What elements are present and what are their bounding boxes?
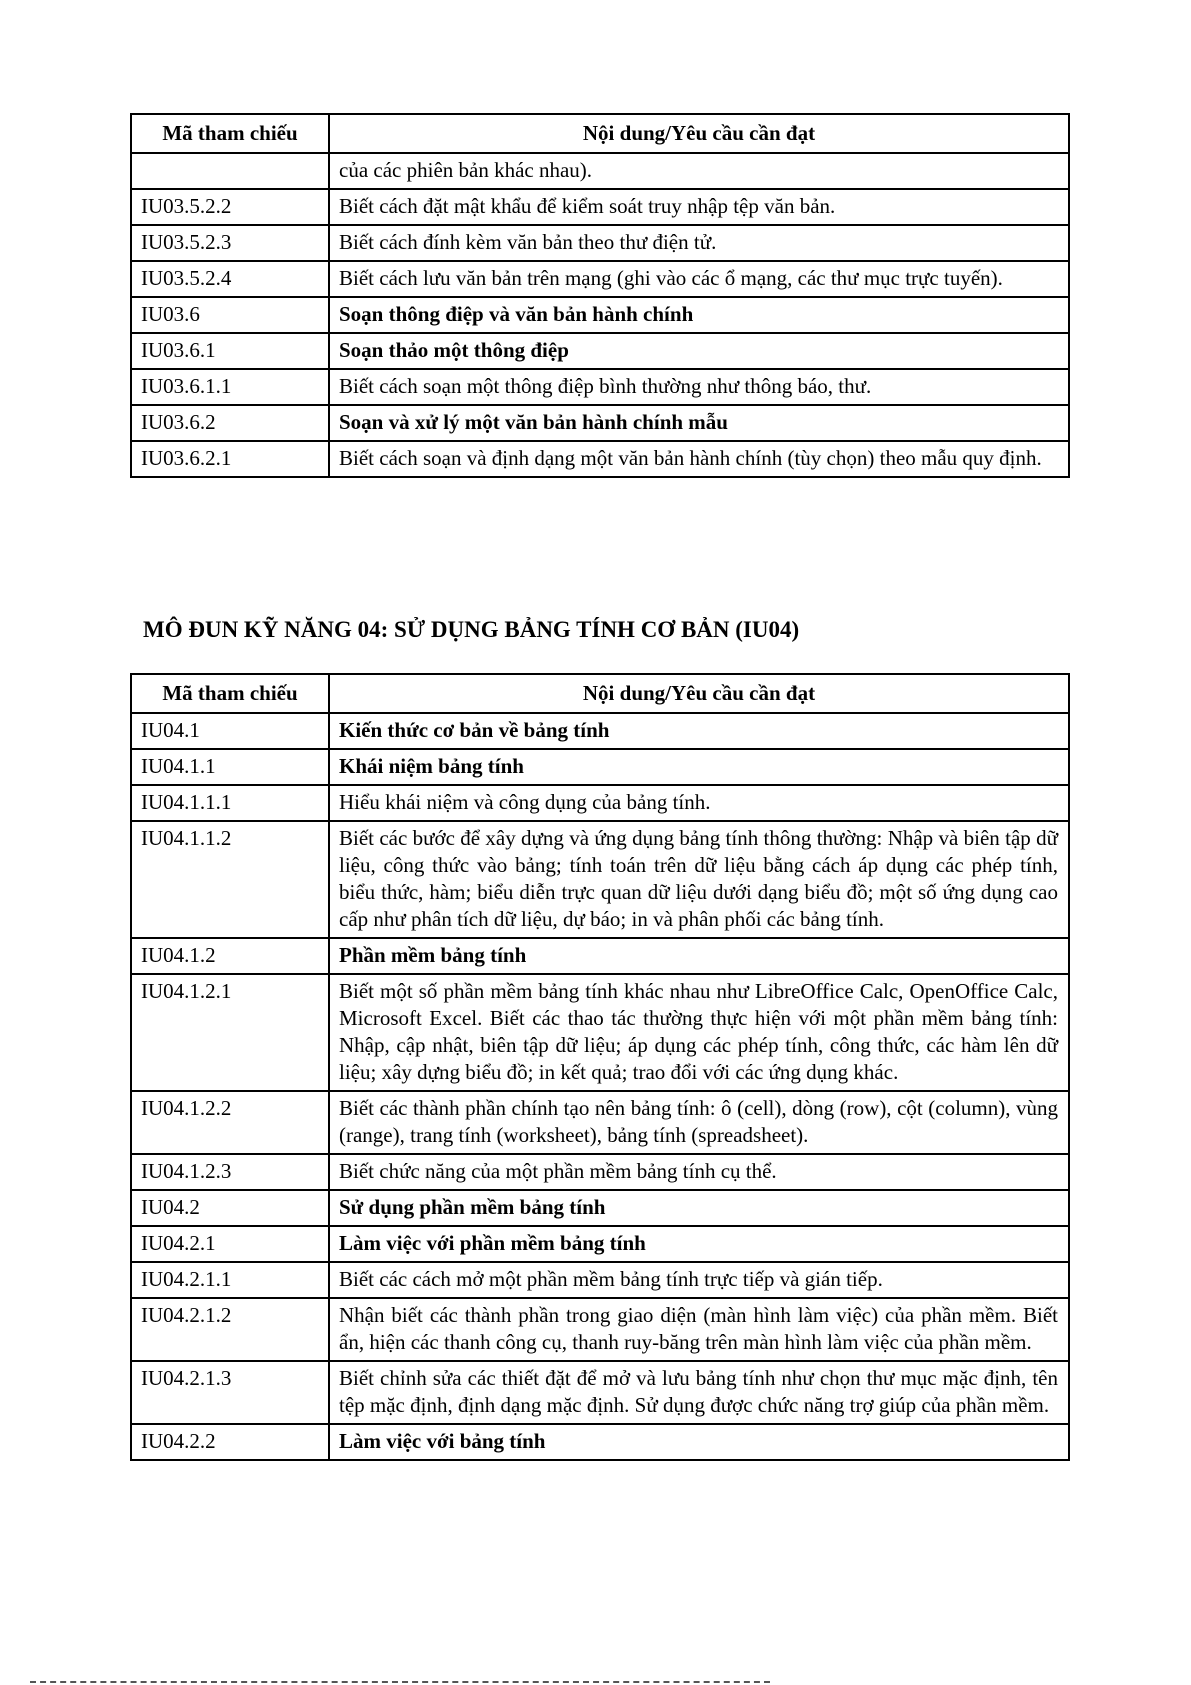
requirement-content-cell: Biết các thành phần chính tạo nên bảng tính: ô (cell), dòng (row), cột (column), vùng (range), trang tính (worksheet), bảng tính (spreadsheet). [329, 1091, 1069, 1154]
table-row [131, 821, 1069, 938]
reference-code-cell: IU04.1.2.2 [131, 1091, 329, 1154]
table-row [131, 297, 1069, 333]
reference-code-cell: IU04.1.2 [131, 938, 329, 974]
requirement-content-cell: Biết cách lưu văn bản trên mạng (ghi vào các ổ mạng, các thư mục trực tuyến). [329, 261, 1069, 297]
table-row [131, 1226, 1069, 1262]
table-row [131, 1298, 1069, 1361]
requirement-content-cell: Biết một số phần mềm bảng tính khác nhau như LibreOffice Calc, OpenOffice Calc, Microsoft Excel. Biết các thao tác thường thực hiện với một phần mềm bảng tính: Nhập, cập nhật, biên tập dữ liệu; áp dụng các phép tính, công thức, các hàm lên dữ liệu; xây dựng biểu đồ; in kết quả; trao đổi với các ứng dụng khác. [329, 974, 1069, 1091]
reference-code-cell: IU04.1.1 [131, 749, 329, 785]
table-row [131, 938, 1069, 974]
table-row [131, 785, 1069, 821]
requirement-content-cell: Sử dụng phần mềm bảng tính [329, 1190, 1069, 1226]
footer-divider [30, 1681, 770, 1683]
reference-code-cell: IU04.2 [131, 1190, 329, 1226]
header-code: Mã tham chiếu [131, 674, 329, 713]
table-row [131, 1424, 1069, 1460]
requirement-content-cell: Biết các cách mở một phần mềm bảng tính trực tiếp và gián tiếp. [329, 1262, 1069, 1298]
reference-code-cell: IU04.1.1.2 [131, 821, 329, 938]
reference-table-iu04 [130, 673, 1070, 1461]
header-content: Nội dung/Yêu cầu cần đạt [329, 674, 1069, 713]
table-row [131, 153, 1069, 189]
requirement-content-cell: Biết chỉnh sửa các thiết đặt để mở và lưu bảng tính như chọn thư mục mặc định, tên tệp mặc định, định dạng mặc định. Sử dụng được chức năng trợ giúp của phần mềm. [329, 1361, 1069, 1424]
table-row [131, 333, 1069, 369]
reference-code-cell: IU04.1.2.1 [131, 974, 329, 1091]
table-row [131, 405, 1069, 441]
reference-code-cell: IU03.6.1 [131, 333, 329, 369]
requirement-content-cell: Nhận biết các thành phần trong giao diện (màn hình làm việc) của phần mềm. Biết ẩn, hiện các thanh công cụ, thanh ruy-băng trên màn hình làm việc của phần mềm. [329, 1298, 1069, 1361]
requirement-content-cell: Soạn thảo một thông điệp [329, 333, 1069, 369]
table-row [131, 1361, 1069, 1424]
reference-code-cell: IU03.6 [131, 297, 329, 333]
requirement-content-cell: Biết chức năng của một phần mềm bảng tính cụ thể. [329, 1154, 1069, 1190]
header-code: Mã tham chiếu [131, 114, 329, 153]
requirement-content-cell: Soạn thông điệp và văn bản hành chính [329, 297, 1069, 333]
table-row [131, 749, 1069, 785]
requirement-content-cell: Soạn và xử lý một văn bản hành chính mẫu [329, 405, 1069, 441]
table-row [131, 225, 1069, 261]
table-row [131, 974, 1069, 1091]
section-heading: MÔ ĐUN KỸ NĂNG 04: SỬ DỤNG BẢNG TÍNH CƠ BẢN (IU04) [143, 617, 800, 642]
table-row [131, 713, 1069, 749]
requirement-content-cell: Biết cách đặt mật khẩu để kiểm soát truy nhập tệp văn bản. [329, 189, 1069, 225]
reference-code-cell: IU04.2.2 [131, 1424, 329, 1460]
table-row [131, 441, 1069, 477]
reference-code-cell: IU03.6.1.1 [131, 369, 329, 405]
reference-code-cell: IU04.2.1.2 [131, 1298, 329, 1361]
reference-code-cell: IU03.6.2 [131, 405, 329, 441]
table-row [131, 1190, 1069, 1226]
table-row [131, 1154, 1069, 1190]
reference-code-cell: IU04.2.1.3 [131, 1361, 329, 1424]
requirement-content-cell: Biết các bước để xây dựng và ứng dụng bảng tính thông thường: Nhập và biên tập dữ liệu, công thức vào bảng; tính toán trên dữ liệu bằng cách áp dụng các phép tính, biểu thức, hàm; biểu diễn trực quan dữ liệu dưới dạng biểu đồ; một số ứng dụng cao cấp như phân tích dữ liệu, dự báo; in và phân phối các bảng tính. [329, 821, 1069, 938]
table-row [131, 1091, 1069, 1154]
reference-code-cell: IU03.5.2.4 [131, 261, 329, 297]
reference-code-cell: IU03.5.2.3 [131, 225, 329, 261]
reference-code-cell: IU04.2.1.1 [131, 1262, 329, 1298]
requirement-content-cell: Biết cách soạn và định dạng một văn bản hành chính (tùy chọn) theo mẫu quy định. [329, 441, 1069, 477]
requirement-content-cell: của các phiên bản khác nhau). [329, 153, 1069, 189]
requirement-content-cell: Làm việc với bảng tính [329, 1424, 1069, 1460]
requirement-content-cell: Làm việc với phần mềm bảng tính [329, 1226, 1069, 1262]
requirement-content-cell: Biết cách đính kèm văn bản theo thư điện tử. [329, 225, 1069, 261]
reference-code-cell: IU03.5.2.2 [131, 189, 329, 225]
table-row [131, 189, 1069, 225]
table-row [131, 1262, 1069, 1298]
reference-code-cell: IU04.1.1.1 [131, 785, 329, 821]
table-row [131, 369, 1069, 405]
requirement-content-cell: Hiểu khái niệm và công dụng của bảng tính. [329, 785, 1069, 821]
requirement-content-cell: Khái niệm bảng tính [329, 749, 1069, 785]
table-header-row [131, 674, 1069, 713]
table-row [131, 261, 1069, 297]
requirement-content-cell: Phần mềm bảng tính [329, 938, 1069, 974]
reference-code-cell: IU04.1.2.3 [131, 1154, 329, 1190]
reference-code-cell: IU04.2.1 [131, 1226, 329, 1262]
header-content: Nội dung/Yêu cầu cần đạt [329, 114, 1069, 153]
reference-code-cell: IU04.1 [131, 713, 329, 749]
table-header-row [131, 114, 1069, 153]
requirement-content-cell: Biết cách soạn một thông điệp bình thường như thông báo, thư. [329, 369, 1069, 405]
reference-code-cell [131, 153, 329, 189]
reference-code-cell: IU03.6.2.1 [131, 441, 329, 477]
reference-table-iu03 [130, 113, 1070, 478]
requirement-content-cell: Kiến thức cơ bản về bảng tính [329, 713, 1069, 749]
